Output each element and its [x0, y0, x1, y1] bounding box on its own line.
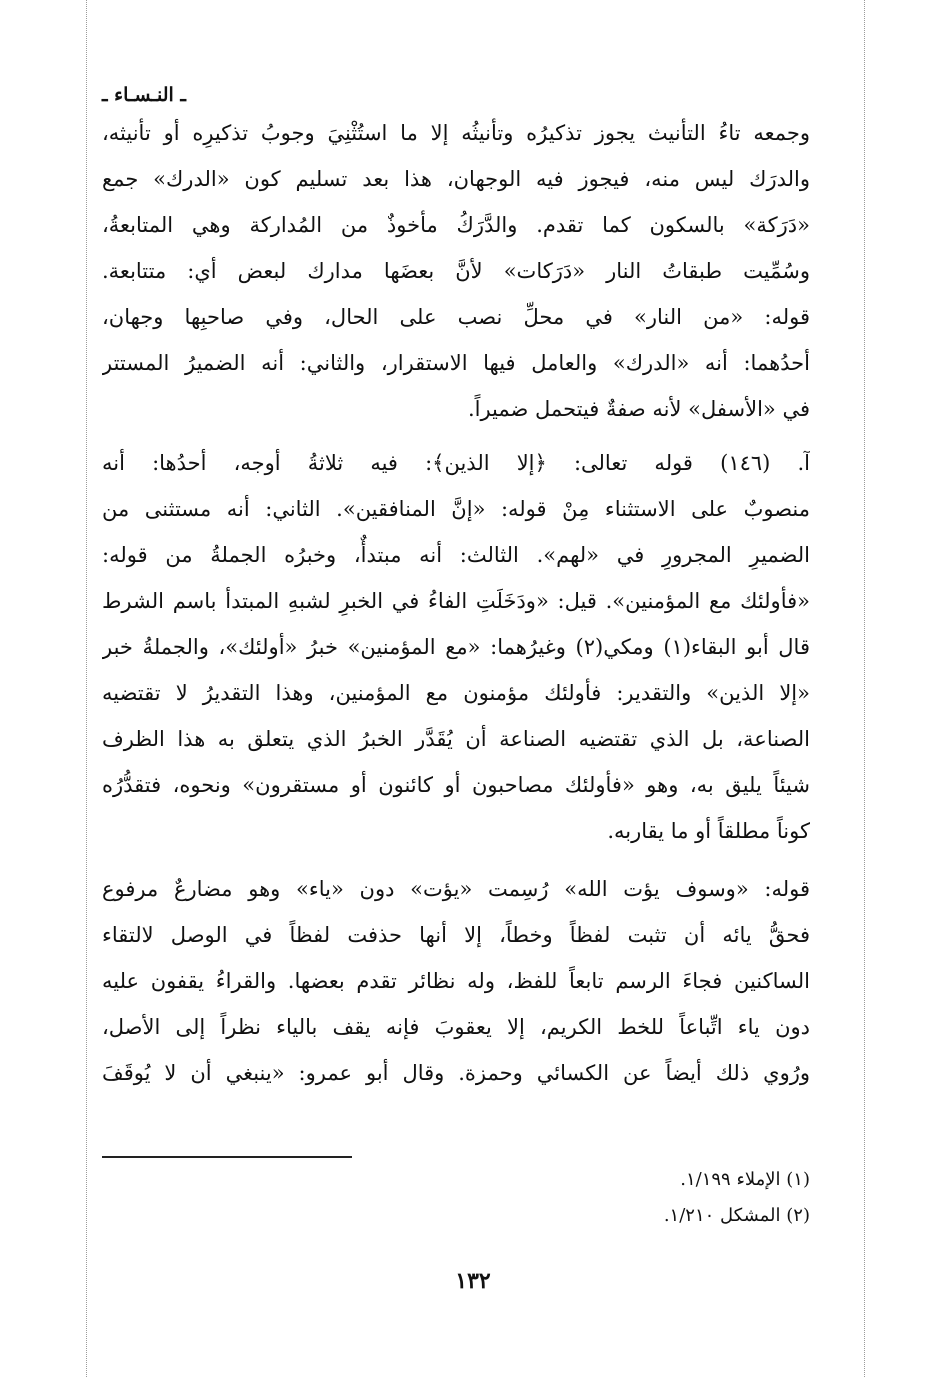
paragraph-line: دون ياء اتِّباعاً للخط الكريم، إلا يعقوبَ فإنه يقف بالياء نظراً إلى الأصل، [102, 1015, 810, 1039]
paragraph-line: كوناً مطلقاً أو ما يقاربه. [607, 819, 810, 843]
paragraph-line: والدرَك ليس منه، فيجوز فيه الوجهان، هذا بعد تسليم كون «الدرك» جمع [102, 167, 810, 191]
footnote-1: (١) الإملاء ١/١٩٩. [680, 1169, 810, 1190]
paragraph-3 [102, 866, 810, 1096]
right-margin-guide [864, 0, 865, 1377]
page-number: ١٣٢ [455, 1268, 491, 1294]
paragraph-line: الساكنين فجاءَ الرسم تابعاً للفظ، وله نظائر تقدم بعضها. والقراءُ يقفون عليه [102, 969, 810, 993]
paragraph-1 [102, 110, 810, 432]
paragraph-line: «دَرَكة» بالسكون كما تقدم. والدَّرَكُ مأخوذٌ من المُداركة وهي المتابعةُ، [102, 213, 810, 237]
paragraph-line: وجمعه تاءُ التأنيث يجوز تذكيرُه وتأنيثُه إلا ما استُثْنِيَ وجوبُ تذكيرِه أو تأنيثه، [102, 121, 810, 145]
footnote-2: (٢) المشكل ١/٢١٠. [663, 1205, 810, 1226]
paragraph-line: وسُمِّيت طبقاتُ النار «دَرَكات» لأنَّ بعضَها مدارك لبعض أي: متتابعة. [102, 259, 810, 283]
page-body [102, 80, 810, 1096]
paragraph-line: شيئاً يليق به، وهو «فأولئك مصاحبون أو كائنون أو مستقرون» ونحوه، فتقدُّرُه [102, 773, 810, 797]
left-margin-guide [86, 0, 87, 1377]
paragraph-line: «إلا الذين» والتقدير: فأولئك مؤمنون مع المؤمنين، وهذا التقديرُ لا تقتضيه [102, 681, 810, 705]
paragraph-line: آ. (١٤٦) قوله تعالى: ﴿إلا الذين﴾: فيه ثلاثةُ أوجه، أحدُها: أنه [102, 451, 810, 475]
paragraph-line: «فأولئك مع المؤمنين». قيل: «ودَخَلَتِ الفاءُ في الخبرِ لشبهِ المبتدأ باسم الشرط [102, 589, 810, 613]
paragraph-line: الضميرِ المجرورِ في «لهم». الثالث: أنه مبتدأٌ، وخبرُه الجملةُ من قوله: [102, 543, 810, 567]
paragraph-line: الصناعة، بل الذي تقتضيه الصناعة أن يُقَدَّر الخبرُ الذي يتعلق به هذا الظرف [102, 727, 810, 751]
paragraph-line: قال أبو البقاء(١) ومكي(٢) وغيرُهما: «مع المؤمنين» خبرُ «أولئك»، والجملةُ خبر [102, 635, 810, 659]
running-header: ـ النـسـاء ـ [102, 84, 186, 106]
paragraph-2 [102, 440, 810, 854]
paragraph-line: في «الأسفل» لأنه صفةٌ فيتحمل ضميراً. [467, 397, 810, 421]
footnotes [400, 1162, 810, 1234]
paragraph-line: فحقُّ يائه أن تثبت لفظاً وخطاً، إلا أنها حذفت لفظاً في الوصل لالتقاء [102, 923, 810, 947]
paragraph-line: قوله: «وسوف يؤت الله» رُسِمت «يؤت» دون «ياء» وهو مضارعٌ مرفوع [102, 877, 810, 901]
paragraph-line: ورُوي ذلك أيضاً عن الكسائي وحمزة. وقال أبو عمرو: «ينبغي أن لا يُوقَفَ [102, 1061, 810, 1085]
footnote-separator [102, 1156, 352, 1158]
paragraph-line: قوله: «من النار» في محلِّ نصب على الحال، وفي صاحبِها وجهان، [102, 305, 810, 329]
paragraph-line: منصوبٌ على الاستثناء مِنْ قوله: «إنَّ المنافقين». الثاني: أنه مستثنى من [102, 497, 810, 521]
paragraph-line: أحدُهما: أنه «الدرك» والعامل فيها الاستقرار، والثاني: أنه الضميرُ المستتر [102, 351, 810, 375]
